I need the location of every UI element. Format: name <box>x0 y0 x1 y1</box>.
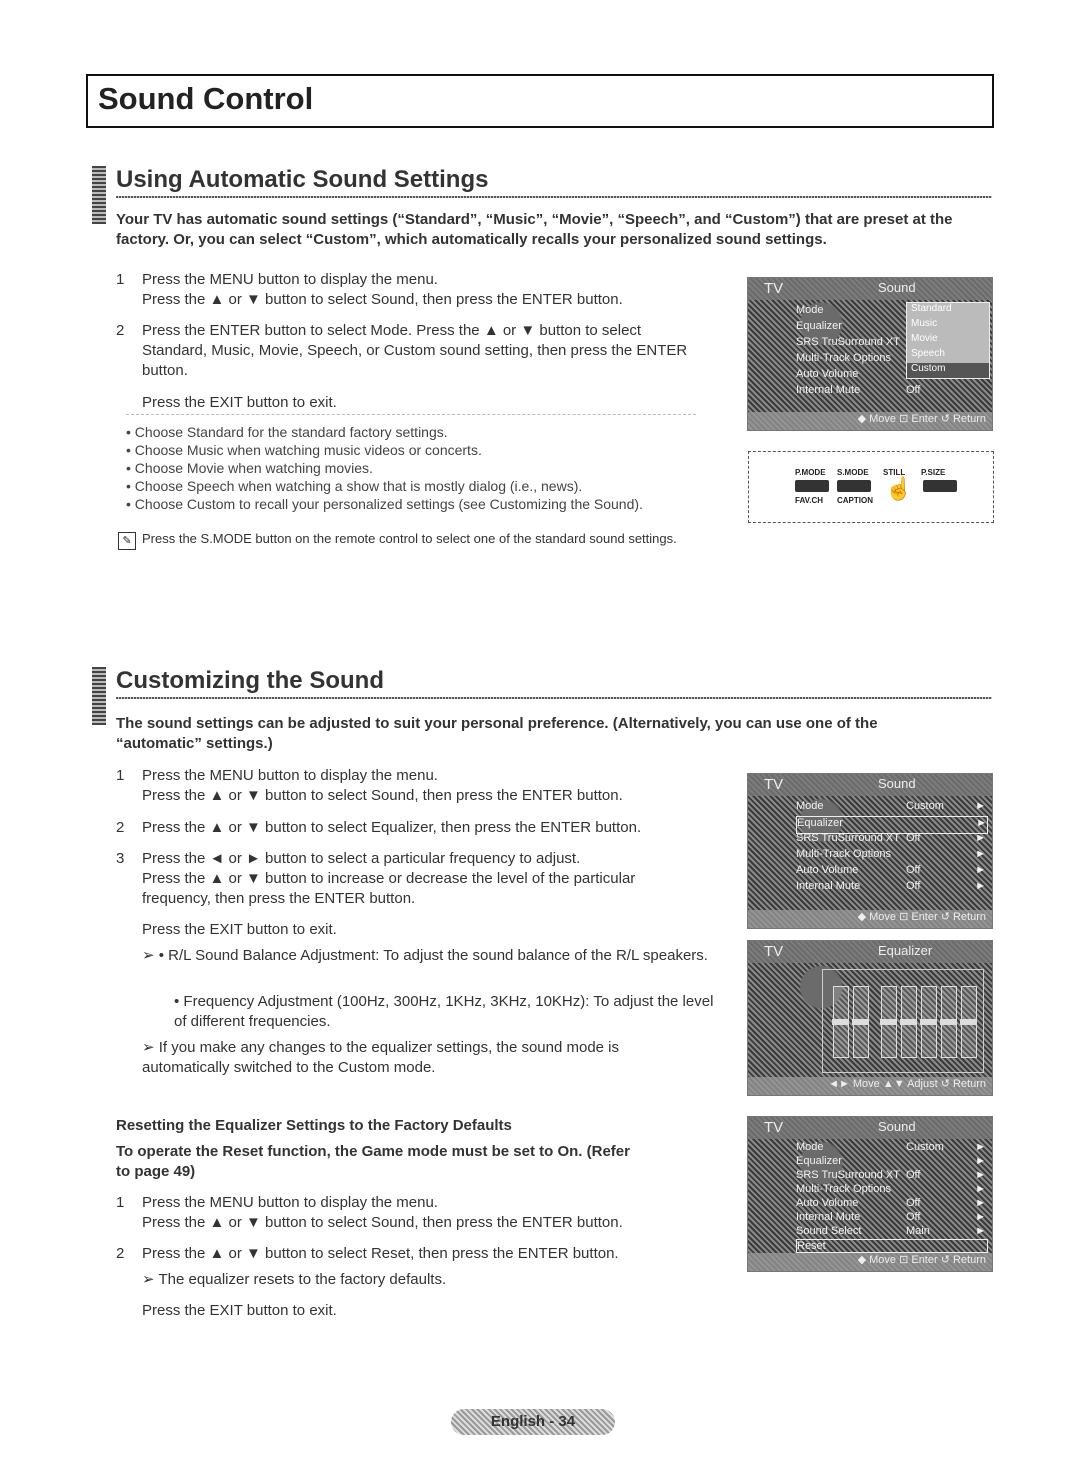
bullet-item: • Choose Standard for the standard factory settings. <box>126 424 448 440</box>
menu-row: Internal Mute Off ► <box>796 1211 986 1223</box>
reset-note: ➢ The equalizer resets to the factory defaults. <box>142 1271 447 1288</box>
menu-row: SRS TruSurround XT Off ► <box>796 1169 986 1181</box>
tv-screen-sound-reset <box>747 1116 993 1272</box>
bullet-item: • Choose Speech when watching a show that is mostly dialog (i.e., news). <box>126 478 583 494</box>
eq-slider-icon <box>833 986 849 1058</box>
remote-label: CAPTION <box>837 496 873 505</box>
remote-illustration <box>748 451 994 523</box>
menu-row: Multi-Track Options ► <box>796 1183 986 1195</box>
remote-label: STILL <box>883 468 906 477</box>
bullet-item: • Choose Custom to recall your personalized settings (see Customizing the Sound). <box>126 496 643 512</box>
section1-heading: Using Automatic Sound Settings <box>116 166 489 193</box>
step-text: Press the MENU button to display the menu. <box>142 767 438 784</box>
page-title: Sound Control <box>98 81 314 116</box>
step-text: Press the MENU button to display the menu. <box>142 271 438 288</box>
remote-label: P.MODE <box>795 468 826 477</box>
step-number: 1 <box>116 767 125 784</box>
reset-step2 <box>116 1244 716 1264</box>
psize-button-icon <box>923 480 957 492</box>
section1-intro: Your TV has automatic sound settings (“Standard”, “Music”, “Movie”, “Speech”, and “Custom”) that are preset at the factory. Or, you can select “Custom”, which automatically recalls your personalized sound settings. <box>116 211 953 248</box>
step-number: 3 <box>116 850 125 867</box>
screen-title: Equalizer <box>878 943 933 958</box>
section2-intro: The sound settings can be adjusted to suit your personal preference. (Alternatively, you can use one of the “automatic” settings.) <box>116 715 878 752</box>
tv-label: TV <box>764 1119 784 1136</box>
menu-row: Sound Select Main ► <box>796 1225 986 1237</box>
remote-label: S.MODE <box>837 468 869 477</box>
eq-slider-icon <box>901 986 917 1058</box>
section2-note1: ➢ • R/L Sound Balance Adjustment: To adjust the sound balance of the R/L speakers. <box>142 947 708 964</box>
tv-label: TV <box>764 280 784 297</box>
step-text: Press the ▲ or ▼ button to select Equalizer, then press the ENTER button. <box>142 819 642 836</box>
menu-row-selected: Reset <box>796 1239 988 1253</box>
step-text: Press the ◄ or ► button to select a particular frequency to adjust. <box>142 850 581 867</box>
screen-header <box>748 941 992 963</box>
section2-step3 <box>116 849 716 909</box>
tv-screen-equalizer <box>747 940 993 1096</box>
screen-title: Sound <box>878 776 916 791</box>
step-text: Press the ▲ or ▼ button to select Sound, then press the ENTER button. <box>142 291 623 308</box>
screen-footer: ◆ Move ⊡ Enter ↺ Return <box>748 412 992 430</box>
remote-label: FAV.CH <box>795 496 824 505</box>
screen-header <box>748 1117 992 1139</box>
note-icon: ✎ <box>118 532 136 550</box>
section2-note2: • Frequency Adjustment (100Hz, 300Hz, 1KHz, 3KHz, 10KHz): To adjust the level of different frequencies. <box>174 993 714 1030</box>
section2-heading: Customizing the Sound <box>116 667 384 694</box>
eq-slider-icon <box>881 986 897 1058</box>
reset-step1 <box>116 1193 716 1233</box>
eq-slider-icon <box>941 986 957 1058</box>
section1-step2 <box>116 321 716 381</box>
popup-option: Music <box>911 318 938 329</box>
menu-row-selected: Equalizer ► <box>796 816 988 834</box>
step-text: Press the ENTER button to select Mode. Press the ▲ or ▼ button to select Standard, Music, Movie, Speech, or Custom sound setting, then press the ENTER button. <box>142 322 688 379</box>
reset-exit: Press the EXIT button to exit. <box>142 1302 337 1319</box>
heading-rule <box>116 697 992 699</box>
section2-note3: ➢ If you make any changes to the equalizer settings, the sound mode is automatically switched to the Custom mode. <box>142 1039 620 1076</box>
equalizer-panel <box>822 969 984 1073</box>
menu-row: Multi-Track Options <box>796 352 891 364</box>
step-text: Press the ▲ or ▼ button to select Sound, then press the ENTER button. <box>142 1214 623 1231</box>
menu-row: Auto Volume Off ► <box>796 864 986 876</box>
section1-note: Press the S.MODE button on the remote control to select one of the standard sound settings. <box>142 531 677 546</box>
menu-row: Mode Custom ► <box>796 1141 986 1153</box>
popup-option-selected: Custom <box>907 363 989 378</box>
step-number: 1 <box>116 1194 125 1211</box>
menu-row: Internal Mute Off <box>796 384 921 396</box>
step-text: Press the MENU button to display the menu. <box>142 1194 438 1211</box>
menu-row: SRS TruSurround XT <box>796 336 900 348</box>
tv-screen-sound-menu <box>747 773 993 929</box>
remote-label: P.SIZE <box>921 468 946 477</box>
tv-label: TV <box>764 943 784 960</box>
menu-row: Multi-Track Options ► <box>796 848 986 860</box>
popup-option: Standard <box>911 303 952 314</box>
step-number: 1 <box>116 271 125 288</box>
heading-rule <box>116 196 992 198</box>
page-number-badge: English - 34 <box>451 1409 615 1435</box>
step-number: 2 <box>116 819 125 836</box>
eq-slider-icon <box>961 986 977 1058</box>
menu-row: Mode <box>796 304 824 316</box>
eq-slider-icon <box>921 986 937 1058</box>
menu-row: Equalizer ► <box>796 1155 986 1167</box>
section2-step2 <box>116 818 716 838</box>
step-text: Press the ▲ or ▼ button to select Sound, then press the ENTER button. <box>142 787 623 804</box>
screen-footer: ◄► Move ▲▼ Adjust ↺ Return <box>748 1077 992 1095</box>
pointer-hand-icon: ☝ <box>885 476 913 501</box>
bullet-item: • Choose Music when watching music videos or concerts. <box>126 442 482 458</box>
step-number: 2 <box>116 1245 125 1262</box>
reset-requirement: To operate the Reset function, the Game mode must be set to On. (Refer to page 49) <box>116 1143 630 1180</box>
step-text: Press the ▲ or ▼ button to select Reset, then press the ENTER button. <box>142 1245 619 1262</box>
step-text: Press the ▲ or ▼ button to increase or decrease the level of the particular frequency, then press the ENTER button. <box>142 870 636 907</box>
menu-row: SRS TruSurround XT Off ► <box>796 832 986 844</box>
mode-popup <box>906 302 990 379</box>
bullet-item: • Choose Movie when watching movies. <box>126 460 373 476</box>
section1-step1 <box>116 270 716 310</box>
step-number: 2 <box>116 322 125 339</box>
screen-header <box>748 774 992 796</box>
screen-footer: ◆ Move ⊡ Enter ↺ Return <box>748 1253 992 1271</box>
smode-button-icon <box>837 480 871 492</box>
heading-bar <box>92 166 106 224</box>
section1-exit: Press the EXIT button to exit. <box>142 394 337 411</box>
screen-footer: ◆ Move ⊡ Enter ↺ Return <box>748 910 992 928</box>
section2-step1 <box>116 766 716 806</box>
section2-exit: Press the EXIT button to exit. <box>142 921 337 938</box>
bullet-list <box>126 414 696 515</box>
heading-bar <box>92 667 106 725</box>
screen-header <box>748 278 992 300</box>
eq-slider-icon <box>853 986 869 1058</box>
tv-screen-sound-mode <box>747 277 993 431</box>
tv-label: TV <box>764 776 784 793</box>
pmode-button-icon <box>795 480 829 492</box>
page-title-box <box>86 74 994 128</box>
menu-row: Equalizer <box>796 320 842 332</box>
popup-option: Speech <box>911 348 945 359</box>
screen-title: Sound <box>878 1119 916 1134</box>
menu-row: Mode Custom ► <box>796 800 986 812</box>
popup-option: Movie <box>911 333 938 344</box>
menu-row: Auto Volume Off ► <box>796 1197 986 1209</box>
reset-heading: Resetting the Equalizer Settings to the Factory Defaults <box>116 1117 512 1134</box>
menu-row: Auto Volume <box>796 368 859 380</box>
screen-title: Sound <box>878 280 916 295</box>
menu-row: Internal Mute Off ► <box>796 880 986 892</box>
